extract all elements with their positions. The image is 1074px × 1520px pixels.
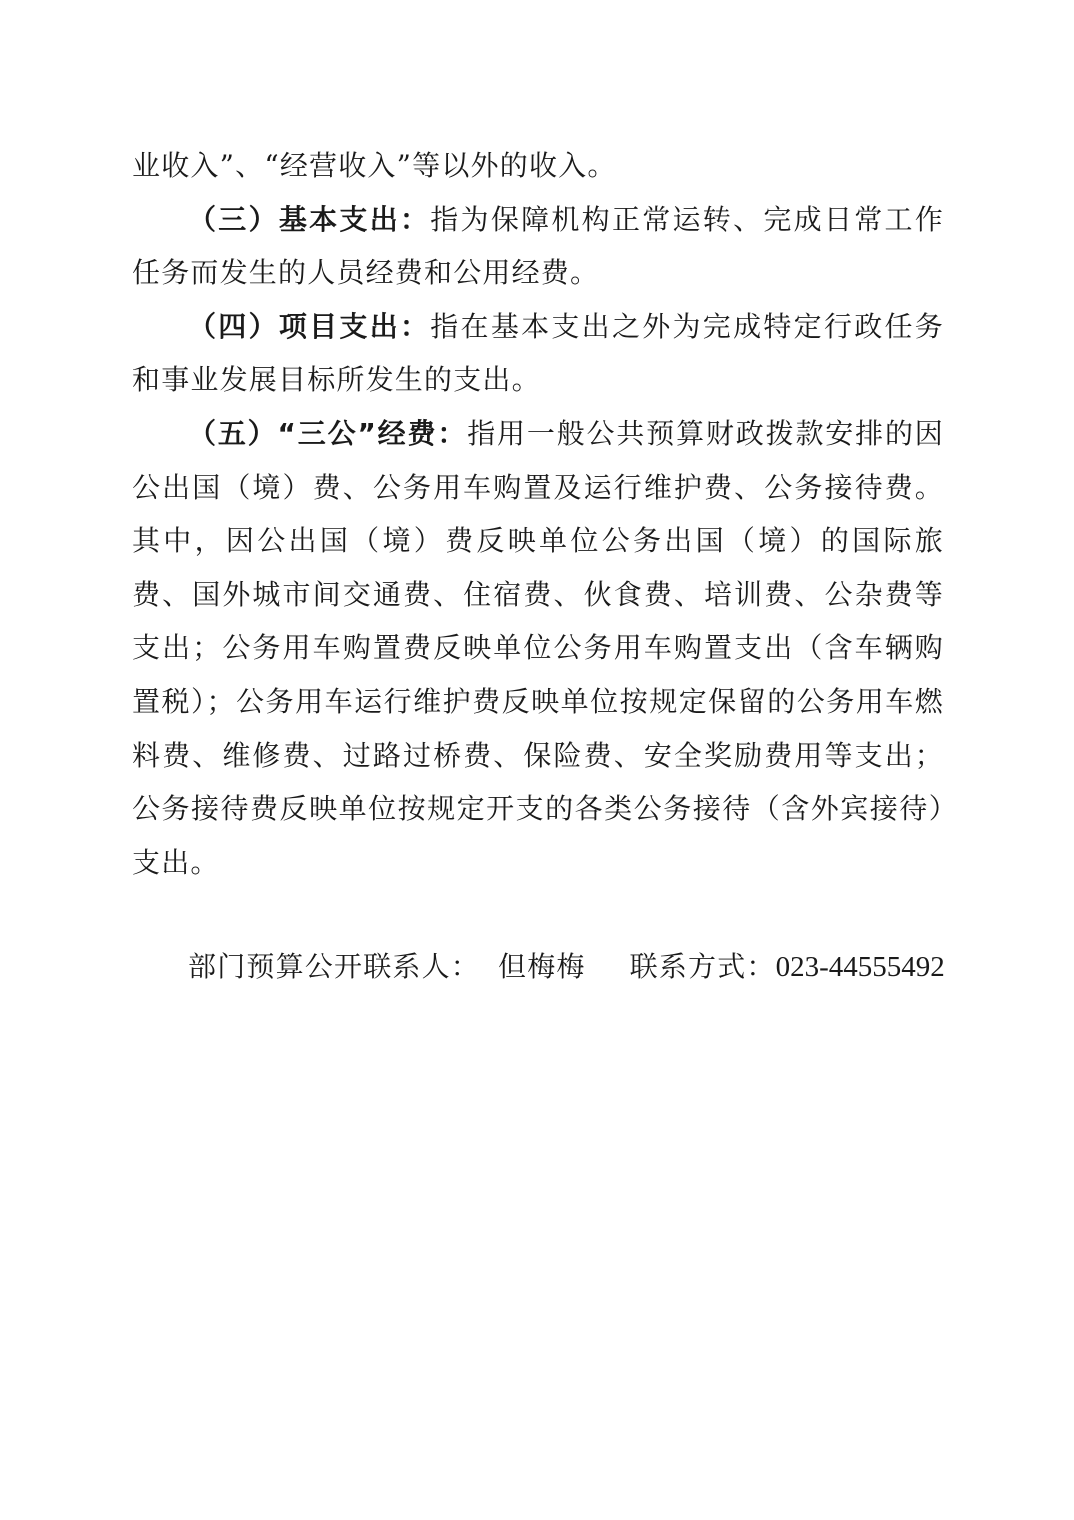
contact-line <box>188 945 945 989</box>
paragraph-three-public-expenses <box>132 407 944 889</box>
paragraph-project-expenditure <box>132 300 944 407</box>
paragraph-text: 指在基本支出之外为完成特定行政任务和事业发展目标所发生的支出。 <box>132 309 944 397</box>
paragraph-text: 指用一般公共预算财政拨款安排的因公出国（境）费、公务用车购置及运行维护费、公务接待费。其中，因公出国（境）费反映单位公务出国（境）的国际旅费、国外城市间交通费、住宿费、伙食费、培训费、公杂费等支出；公务用车购置费反映单位公务用车购置支出（含车辆购置税）；公务用车运行维护费反映单位按规定保留的公务用车燃料费、维修费、过路过桥费、保险费、安全奖励费用等支出；公务接待费反映单位按规定开支的各类公务接待（含外宾接待）支出。 <box>132 416 944 879</box>
contact-label: 部门预算公开联系人： <box>188 950 481 983</box>
document-body <box>132 139 944 889</box>
paragraph-basic-expenditure <box>132 193 944 300</box>
paragraph-text: 指为保障机构正常运转、完成日常工作任务而发生的人员经费和公用经费。 <box>132 202 944 290</box>
paragraph-heading: （三）基本支出： <box>188 202 431 236</box>
paragraph-text: 业收入”、“经营收入”等以外的收入。 <box>132 149 617 182</box>
paragraph-continuation <box>132 139 944 193</box>
contact-phone-label: 联系方式： <box>629 950 776 983</box>
paragraph-heading: （五）“三公”经费： <box>188 416 468 450</box>
paragraph-heading: （四）项目支出： <box>188 309 431 343</box>
contact-phone: 023-44555492 <box>775 951 945 983</box>
contact-name: 但梅梅 <box>498 950 586 983</box>
